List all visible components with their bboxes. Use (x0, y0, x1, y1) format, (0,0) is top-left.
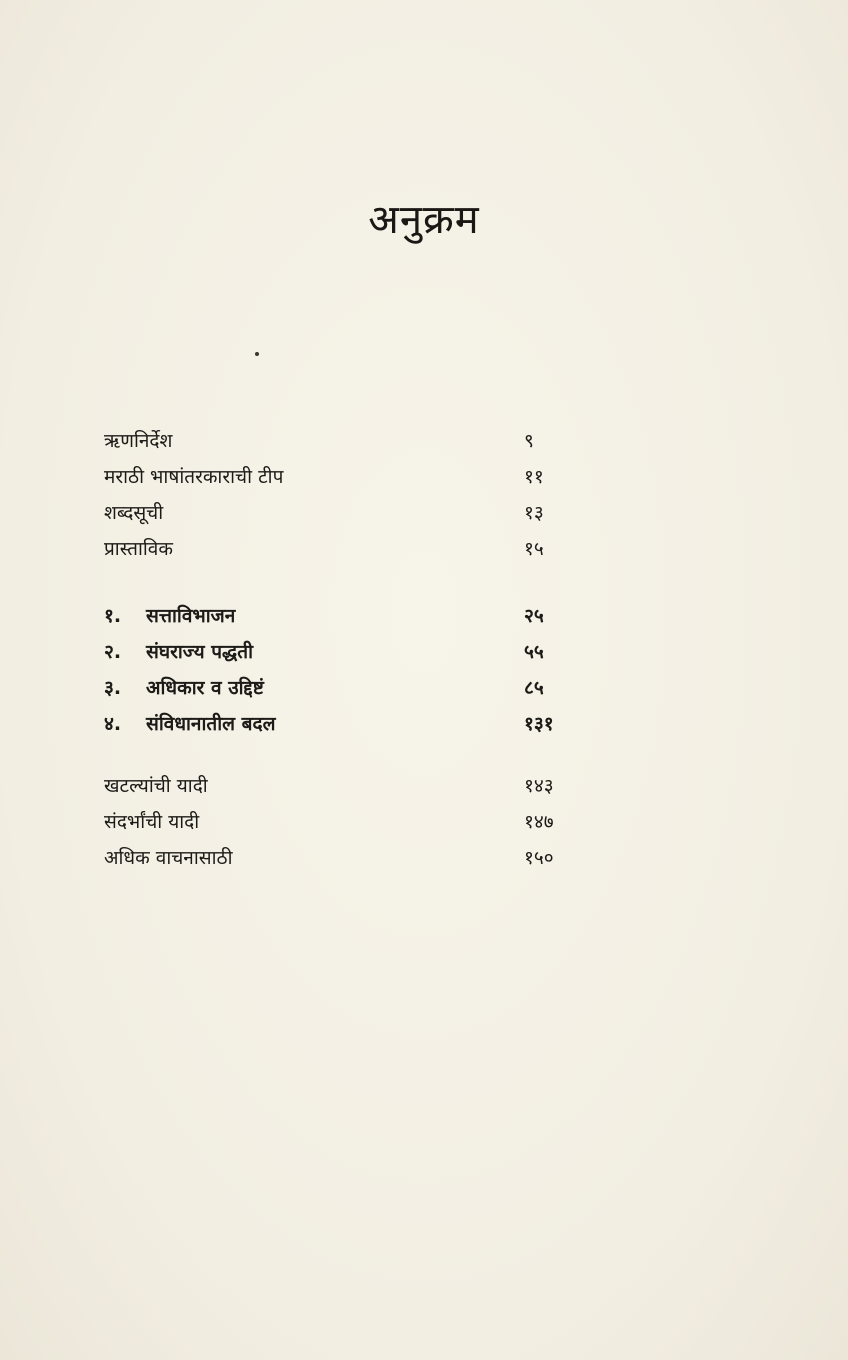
page-title: अनुक्रम (368, 197, 480, 243)
chapter-entry-label (104, 706, 275, 742)
front-matter-list (104, 423, 574, 567)
toc-entry (104, 459, 574, 495)
toc-entry-label: मराठी भाषांतरकाराची टीप (104, 466, 284, 488)
toc-entry (104, 804, 574, 840)
chapter-entry-label (104, 598, 235, 634)
toc-entry (104, 423, 574, 459)
chapter-entry-page: २५ (524, 605, 544, 627)
chapter-entry-page: १३१ (524, 713, 554, 735)
toc-entry-page: १४३ (524, 775, 554, 797)
chapter-list (104, 598, 574, 742)
toc-entry-label: ऋणनिर्देश (104, 430, 173, 452)
chapter-number: ४. (104, 713, 122, 735)
chapter-number: ३. (104, 677, 122, 699)
toc-entry-page: १४७ (524, 811, 554, 833)
chapter-entry-page: ५५ (524, 641, 544, 663)
toc-entry (104, 531, 574, 567)
toc-entry-label: शब्दसूची (104, 502, 164, 524)
toc-entry (104, 840, 574, 876)
toc-entry-page: ९ (524, 430, 534, 452)
back-matter-list (104, 768, 574, 876)
toc-entry-page: १५ (524, 538, 544, 560)
chapter-entry (104, 670, 574, 706)
chapter-entry-label (104, 670, 264, 706)
toc-entry-label: प्रास्ताविक (104, 538, 173, 560)
toc-entry-page: १३ (524, 502, 544, 524)
chapter-entry (104, 598, 574, 634)
chapter-entry-label (104, 634, 253, 670)
chapter-number: २. (104, 641, 122, 663)
chapter-number: १. (104, 605, 122, 627)
toc-entry (104, 495, 574, 531)
toc-entry-label: अधिक वाचनासाठी (104, 847, 233, 869)
toc-entry-page: ११ (524, 466, 544, 488)
toc-entry-page: १५० (524, 847, 554, 869)
chapter-title: संघराज्य पद्धती (146, 641, 253, 663)
toc-entry-label: संदर्भांची यादी (104, 811, 200, 833)
toc-entry (104, 768, 574, 804)
chapter-title: सत्ताविभाजन (146, 605, 236, 627)
chapter-title: संविधानातील बदल (146, 713, 276, 735)
chapter-title: अधिकार व उद्दिष्टं (146, 677, 264, 699)
toc-entry-label: खटल्यांची यादी (104, 775, 208, 797)
chapter-entry-page: ८५ (524, 677, 544, 699)
chapter-entry (104, 634, 574, 670)
chapter-entry (104, 706, 574, 742)
ink-speck (255, 352, 259, 356)
